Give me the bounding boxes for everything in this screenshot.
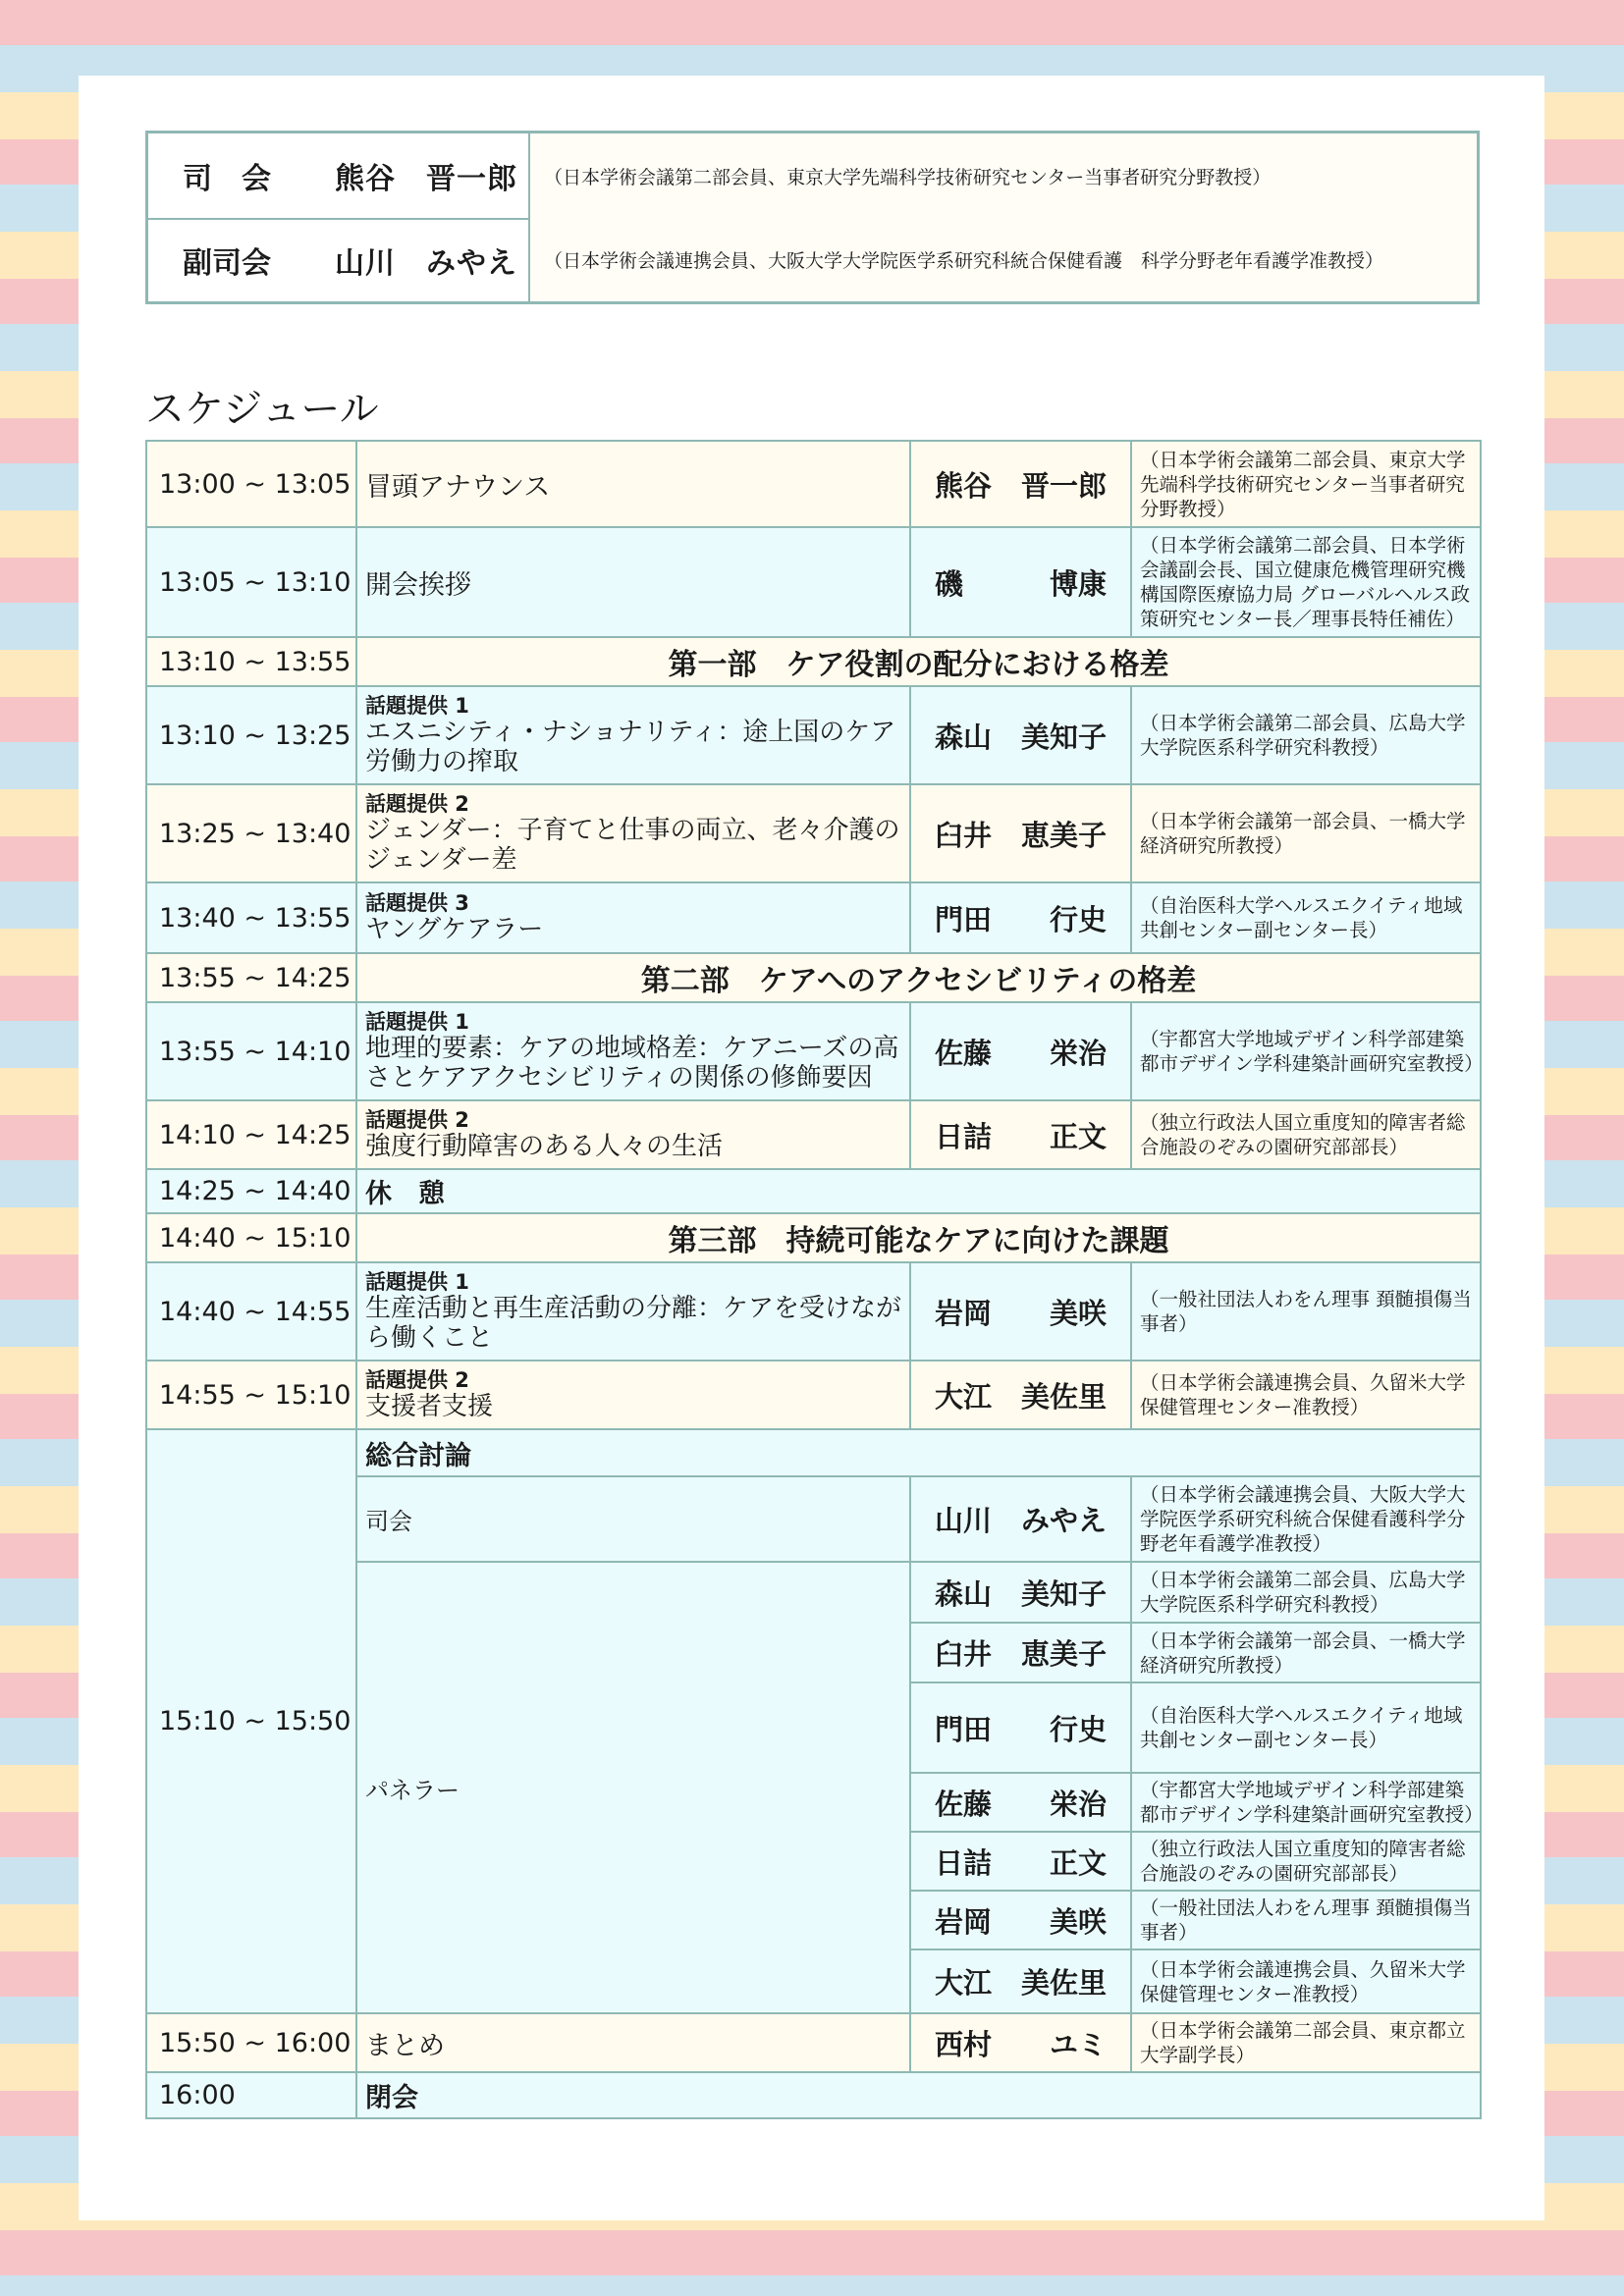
chair-table	[145, 131, 1480, 304]
speaker-cell	[909, 1360, 1132, 1430]
topic-title: エスニシティ・ナショナリティ：途上国のケア労働力の搾取	[365, 718, 896, 776]
time-cell: 13:10 ~ 13:55	[145, 636, 357, 687]
speaker-first: 博康	[1049, 566, 1107, 601]
time-cell: 14:25 ~ 14:40	[145, 1168, 357, 1214]
speaker-cell	[909, 881, 1132, 954]
speaker-first: 美佐里	[1020, 1379, 1107, 1414]
speaker-last: 臼井	[935, 818, 993, 852]
chair-name: 熊谷 晋一郎	[335, 162, 517, 196]
closing-cell: 閉会	[355, 2071, 1482, 2119]
speaker-last: 佐藤	[935, 1787, 993, 1821]
part-title: 第三部 持続可能なケアに向けた課題	[355, 1212, 1482, 1263]
time-cell: 14:40 ~ 15:10	[145, 1212, 357, 1263]
topic-label: 話題提供 2	[365, 1368, 469, 1392]
panelist-speaker	[909, 1890, 1132, 1950]
time-cell: 13:55 ~ 14:25	[145, 952, 357, 1003]
time-cell: 13:00 ~ 13:05	[145, 440, 357, 528]
affiliation-cell: （日本学術会議連携会員、久留米大学保健管理センター准教授）	[1130, 1360, 1482, 1430]
program-cell	[355, 783, 911, 883]
speaker-last: 大江	[935, 1966, 993, 2000]
time-cell: 13:55 ~ 14:10	[145, 1001, 357, 1101]
speaker-first: 栄治	[1049, 1787, 1107, 1821]
time-cell: 16:00	[145, 2071, 357, 2119]
program-cell	[355, 1099, 911, 1170]
vice-chair-name: 山川 みやえ	[335, 245, 517, 281]
chair-role-cell	[148, 218, 526, 301]
speaker-first: 行史	[1049, 1712, 1107, 1746]
topic-title: 強度行動障害のある人々の生活	[365, 1132, 724, 1161]
speaker-last: 臼井	[935, 1637, 993, 1671]
speaker-last: 門田	[935, 902, 993, 936]
speaker-cell	[909, 685, 1132, 785]
panelist-affiliation: （自治医科大学ヘルスエクイティ地域共創センター副センター長）	[1130, 1682, 1482, 1774]
speaker-first: 栄治	[1049, 1036, 1107, 1070]
program-cell: 開会挨拶	[355, 526, 911, 638]
speaker-last: 大江	[935, 1379, 993, 1414]
affiliation-cell: （日本学術会議第二部会員、東京都立大学副学長）	[1130, 2012, 1482, 2073]
time-cell: 15:50 ~ 16:00	[145, 2012, 357, 2073]
speaker-first: 美知子	[1020, 720, 1107, 754]
time-cell: 15:10 ~ 15:50	[145, 1428, 357, 2014]
vice-chair-role: 副司会	[183, 245, 271, 281]
break-cell: 休 憩	[355, 1168, 1482, 1214]
chair-role-cell	[148, 133, 526, 218]
panelist-speaker	[909, 1622, 1132, 1683]
speaker-cell	[909, 783, 1132, 883]
speaker-last: 磯	[935, 566, 964, 601]
topic-title: ジェンダー：子育てと仕事の両立、老々介護のジェンダー差	[365, 816, 900, 875]
time-cell: 13:40 ~ 13:55	[145, 881, 357, 954]
program-cell: まとめ	[355, 2012, 911, 2073]
time-cell: 14:10 ~ 14:25	[145, 1099, 357, 1170]
affiliation-cell: （日本学術会議第二部会員、広島大学大学院医系科学研究科教授）	[1130, 685, 1482, 785]
panelist-speaker	[909, 1561, 1132, 1624]
speaker-first: 恵美子	[1020, 1637, 1107, 1671]
affiliation-cell: （独立行政法人国立重度知的障害者総合施設のぞみの園研究部部長）	[1130, 1099, 1482, 1170]
speaker-cell	[909, 440, 1132, 528]
panelist-affiliation: （宇都宮大学地域デザイン科学部建築都市デザイン学科建築計画研究室教授）	[1130, 1772, 1482, 1833]
chair-role: 司 会	[183, 162, 271, 196]
part-title: 第二部 ケアへのアクセシビリティの格差	[355, 952, 1482, 1003]
speaker-first: 晋一郎	[1020, 468, 1107, 503]
speaker-cell	[909, 526, 1132, 638]
affiliation-cell: （日本学術会議第二部会員、日本学術会議副会長、国立健康危機管理研究機構国際医療協力局 グローバルヘルス政策研究センター長／理事長特任補佐）	[1130, 526, 1482, 638]
speaker-first: 美知子	[1020, 1576, 1107, 1611]
speaker-first: 美佐里	[1020, 1966, 1107, 2000]
topic-title: 支援者支援	[365, 1392, 494, 1421]
speaker-cell	[909, 1475, 1132, 1563]
topic-label: 話題提供 1	[365, 1270, 469, 1294]
program-cell	[355, 685, 911, 785]
panelist-affiliation: （日本学術会議第二部会員、広島大学大学院医系科学研究科教授）	[1130, 1561, 1482, 1624]
speaker-first: 正文	[1049, 1119, 1107, 1153]
time-cell: 13:10 ~ 13:25	[145, 685, 357, 785]
speaker-last: 日詰	[935, 1119, 993, 1153]
panelist-affiliation: （一般社団法人わをん理事 頚髄損傷当事者）	[1130, 1890, 1482, 1950]
topic-label: 話題提供 1	[365, 694, 469, 718]
part-title: 第一部 ケア役割の配分における格差	[355, 636, 1482, 687]
discussion-title: 総合討論	[355, 1428, 1482, 1477]
topic-title: 地理的要素：ケアの地域格差：ケアニーズの高さとケアアクセシビリティの関係の修飾要因	[365, 1034, 899, 1093]
topic-label: 話題提供 2	[365, 792, 469, 816]
speaker-last: 山川	[935, 1504, 993, 1537]
speaker-last: 岩岡	[935, 1296, 993, 1330]
speaker-first: 正文	[1049, 1845, 1107, 1880]
speaker-cell	[909, 1261, 1132, 1362]
time-cell: 13:05 ~ 13:10	[145, 526, 357, 638]
topic-title: ヤングケアラー	[365, 915, 544, 944]
speaker-first: みやえ	[1020, 1504, 1107, 1537]
speaker-last: 西村	[935, 2027, 993, 2061]
panelist-affiliation: （日本学術会議第一部会員、一橋大学経済研究所教授）	[1130, 1622, 1482, 1683]
chair-row	[148, 133, 1477, 220]
speaker-last: 門田	[935, 1712, 993, 1746]
vice-chair-row	[148, 218, 1477, 301]
speaker-first: ユミ	[1049, 2027, 1107, 2061]
vice-chair-affiliation: （日本学術会議連携会員、大阪大学大学院医学系研究科統合保健看護 科学分野老年看護学准教授）	[528, 218, 1477, 301]
speaker-last: 森山	[935, 1576, 993, 1611]
schedule-title: スケジュール	[145, 387, 379, 432]
speaker-last: 岩岡	[935, 1904, 993, 1939]
panelist-affiliation: （日本学術会議連携会員、久留米大学保健管理センター准教授）	[1130, 1949, 1482, 2014]
time-cell: 14:40 ~ 14:55	[145, 1261, 357, 1362]
panelist-speaker	[909, 1772, 1132, 1833]
program-cell	[355, 1261, 911, 1362]
topic-label: 話題提供 3	[365, 891, 469, 915]
speaker-cell	[909, 1001, 1132, 1101]
speaker-first: 美咲	[1049, 1904, 1107, 1939]
time-cell: 13:25 ~ 13:40	[145, 783, 357, 883]
topic-label: 話題提供 2	[365, 1108, 469, 1132]
topic-title: 生産活動と再生産活動の分離：ケアを受けながら働くこと	[365, 1294, 902, 1353]
panel-label: パネラー	[355, 1561, 911, 2014]
program-cell	[355, 881, 911, 954]
moderator-label: 司会	[355, 1475, 911, 1563]
program-cell: 冒頭アナウンス	[355, 440, 911, 528]
speaker-cell	[909, 2012, 1132, 2073]
speaker-last: 熊谷	[935, 468, 993, 503]
panelist-speaker	[909, 1682, 1132, 1774]
speaker-first: 恵美子	[1020, 818, 1107, 852]
affiliation-cell: （日本学術会議連携会員、大阪大学大学院医学系研究科統合保健看護科学分野老年看護学准教授）	[1130, 1475, 1482, 1563]
speaker-last: 日詰	[935, 1845, 993, 1880]
speaker-cell	[909, 1099, 1132, 1170]
panelist-speaker	[909, 1949, 1132, 2014]
speaker-first: 行史	[1049, 902, 1107, 936]
affiliation-cell: （日本学術会議第二部会員、東京大学先端科学技術研究センター当事者研究分野教授）	[1130, 440, 1482, 528]
affiliation-cell: （一般社団法人わをん理事 頚髄損傷当事者）	[1130, 1261, 1482, 1362]
affiliation-cell: （日本学術会議第一部会員、一橋大学経済研究所教授）	[1130, 783, 1482, 883]
panelist-speaker	[909, 1831, 1132, 1892]
program-cell	[355, 1001, 911, 1101]
affiliation-cell: （自治医科大学ヘルスエクイティ地域共創センター副センター長）	[1130, 881, 1482, 954]
speaker-last: 森山	[935, 720, 993, 754]
speaker-last: 佐藤	[935, 1036, 993, 1070]
speaker-first: 美咲	[1049, 1296, 1107, 1330]
chair-affiliation: （日本学術会議第二部会員、東京大学先端科学技術研究センター当事者研究分野教授）	[528, 133, 1477, 218]
time-cell: 14:55 ~ 15:10	[145, 1360, 357, 1430]
program-cell	[355, 1360, 911, 1430]
affiliation-cell: （宇都宮大学地域デザイン科学部建築都市デザイン学科建築計画研究室教授）	[1130, 1001, 1482, 1101]
panelist-affiliation: （独立行政法人国立重度知的障害者総合施設のぞみの園研究部部長）	[1130, 1831, 1482, 1892]
topic-label: 話題提供 1	[365, 1010, 469, 1034]
